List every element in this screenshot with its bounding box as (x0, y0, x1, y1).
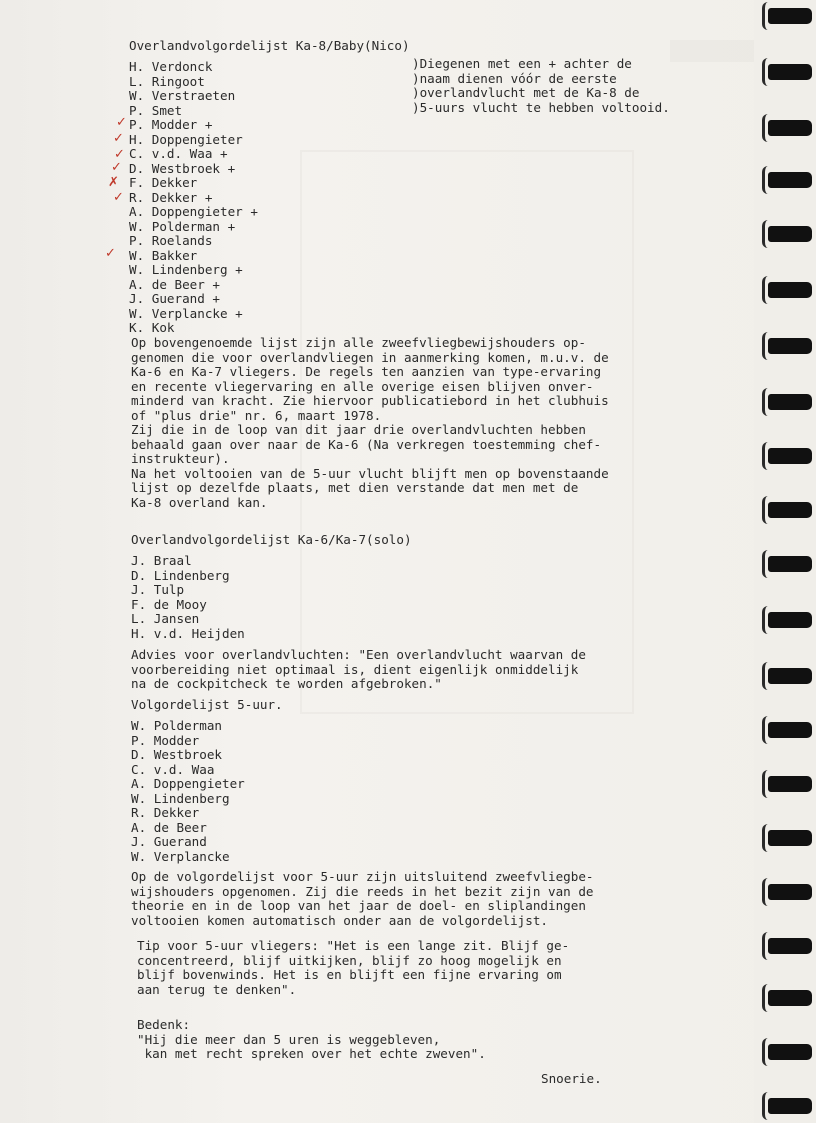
text-line: voltooien komen automatisch onder aan de volgordelijst. (131, 912, 549, 928)
binding-ring (768, 884, 812, 900)
list-item: P. Modder + (129, 117, 213, 132)
heading-5uur-list: Volgordelijst 5-uur. (131, 697, 283, 712)
list-item: H. Verdonck (129, 59, 213, 74)
binding-ring (768, 1098, 812, 1114)
binding-ring (768, 722, 812, 738)
list-item: A. de Beer + (129, 276, 220, 292)
list-item: P. Modder (131, 732, 200, 748)
binding-ring (768, 502, 812, 518)
note-line: )Diegenen met een + achter de (412, 56, 632, 71)
list-item: H. Doppengieter (129, 131, 243, 147)
text-line: kan met recht spreken over het echte zweven". (137, 1046, 486, 1061)
signature: Snoerie. (541, 1071, 602, 1086)
checkmark-icon: ✗ (108, 175, 119, 190)
text-line: genomen die voor overlandvliegen in aanmerking komen, m.u.v. de (131, 349, 609, 365)
text-line: wijshouders opgenomen. Zij die reeds in het bezit zijn van de (131, 883, 594, 899)
list-item: J. Tulp (131, 582, 185, 597)
checkmark-icon: ✓ (111, 160, 122, 175)
binding-ring (768, 556, 812, 572)
binding-ring (768, 448, 812, 464)
text-line: concentreerd, blijf uitkijken, blijf zo hoog mogelijk en (137, 952, 562, 968)
binding-ring (768, 1044, 812, 1060)
text-line: voorbereiding niet optimaal is, dient eigenlijk onmiddelijk (131, 661, 579, 677)
list-item: W. Polderman + (129, 218, 236, 234)
text-line: Ka-8 overland kan. (131, 494, 268, 510)
list-item: D. Lindenberg (131, 567, 230, 583)
list-item: P. Roelands (129, 233, 213, 248)
list-item: J. Braal (131, 553, 192, 568)
checkmark-icon: ✓ (105, 246, 116, 261)
heading-ka6-list: Overlandvolgordelijst Ka-6/Ka-7(solo) (131, 532, 412, 547)
text-line: en recente vliegervaring en alle overige eisen blijven onver- (131, 378, 594, 394)
list-item: A. de Beer (131, 819, 207, 835)
list-item: J. Guerand (131, 834, 207, 849)
text-line: minderd van kracht. Zie hiervoor publicatiebord in het clubhuis (131, 393, 609, 408)
text-line: lijst op dezelfde plaats, met dien verstande dat men met de (131, 480, 579, 495)
binding-ring (768, 282, 812, 298)
list-item: W. Lindenberg (131, 790, 230, 806)
list-item: H. v.d. Heijden (131, 625, 245, 641)
list-item: P. Smet (129, 102, 183, 118)
text-line: Bedenk: (137, 1017, 191, 1032)
text-line: behaald gaan over naar de Ka-6 (Na verkregen toestemming chef- (131, 436, 602, 452)
list-item: R. Dekker (131, 805, 200, 820)
text-line: of "plus drie" nr. 6, maart 1978. (131, 407, 382, 423)
list-item: C. v.d. Waa + (129, 146, 228, 161)
text-line: blijf bovenwinds. Het is en blijft een fijne ervaring om (137, 967, 562, 982)
text-line: theorie en in de loop van het jaar de doel- en sliplandingen (131, 898, 586, 913)
text-line: Tip voor 5-uur vliegers: "Het is een lange zit. Blijf ge- (137, 938, 570, 953)
list-item: F. Dekker (129, 175, 198, 190)
list-item: C. v.d. Waa (131, 761, 215, 777)
binding-ring (768, 226, 812, 242)
checkmark-icon: ✓ (116, 115, 127, 130)
binding-ring (768, 668, 812, 684)
list-item: J. Guerand + (129, 291, 220, 306)
binding-ring (768, 64, 812, 80)
binding-ring (768, 8, 812, 24)
list-item: W. Bakker (129, 247, 198, 263)
text-line: "Hij die meer dan 5 uren is weggebleven, (137, 1031, 441, 1047)
list-item: A. Doppengieter (131, 776, 245, 791)
list-item: W. Lindenberg + (129, 262, 243, 277)
list-item: W. Verplancke (131, 848, 230, 864)
binding-ring (768, 990, 812, 1006)
binding-ring (768, 830, 812, 846)
checkmark-icon: ✓ (114, 147, 125, 162)
list-item: W. Verstraeten (129, 88, 236, 103)
checkmark-icon: ✓ (113, 190, 124, 205)
note-line: )naam dienen vóór de eerste (412, 70, 617, 86)
binding-ring (768, 612, 812, 628)
binding-ring (768, 120, 812, 136)
text-line: Zij die in de loop van dit jaar drie overlandvluchten hebben (131, 422, 586, 437)
list-item: R. Dekker + (129, 189, 213, 205)
binding-ring (768, 172, 812, 188)
binding-ring (768, 394, 812, 410)
binding-ring (768, 938, 812, 954)
text-line: instrukteur). (131, 451, 230, 466)
list-item: A. Doppengieter + (129, 204, 258, 219)
text-line: Na het voltooien van de 5-uur vlucht blijft men op bovenstaande (131, 465, 609, 481)
list-item: W. Verplancke + (129, 305, 243, 321)
list-item: F. de Mooy (131, 596, 207, 612)
list-item: D. Westbroek + (129, 160, 236, 176)
list-item: L. Ringoot (129, 73, 205, 89)
list-item: L. Jansen (131, 611, 200, 626)
heading-ka8-list: Overlandvolgordelijst Ka-8/Baby(Nico) (129, 38, 410, 53)
text-line: Ka-6 en Ka-7 vliegers. De regels ten aanzien van type-ervaring (131, 364, 602, 379)
note-line: )5-uurs vlucht te hebben voltooid. (412, 99, 670, 115)
checkmark-icon: ✓ (113, 131, 124, 146)
binding-ring (768, 776, 812, 792)
note-line: )overlandvlucht met de Ka-8 de (412, 85, 640, 100)
binding-ring (768, 338, 812, 354)
list-item: D. Westbroek (131, 747, 222, 762)
text-line: aan terug te denken". (137, 981, 297, 997)
list-item: K. Kok (129, 320, 175, 335)
text-line: Op bovengenoemde lijst zijn alle zweefvliegbewijshouders op- (131, 335, 586, 350)
text-line: Op de volgordelijst voor 5-uur zijn uitsluitend zweefvliegbe- (131, 869, 594, 884)
text-line: Advies voor overlandvluchten: "Een overlandvlucht waarvan de (131, 647, 586, 662)
spiral-binding (754, 0, 816, 1123)
list-item: W. Polderman (131, 718, 222, 733)
text-line: na de cockpitcheck te worden afgebroken." (131, 676, 442, 691)
